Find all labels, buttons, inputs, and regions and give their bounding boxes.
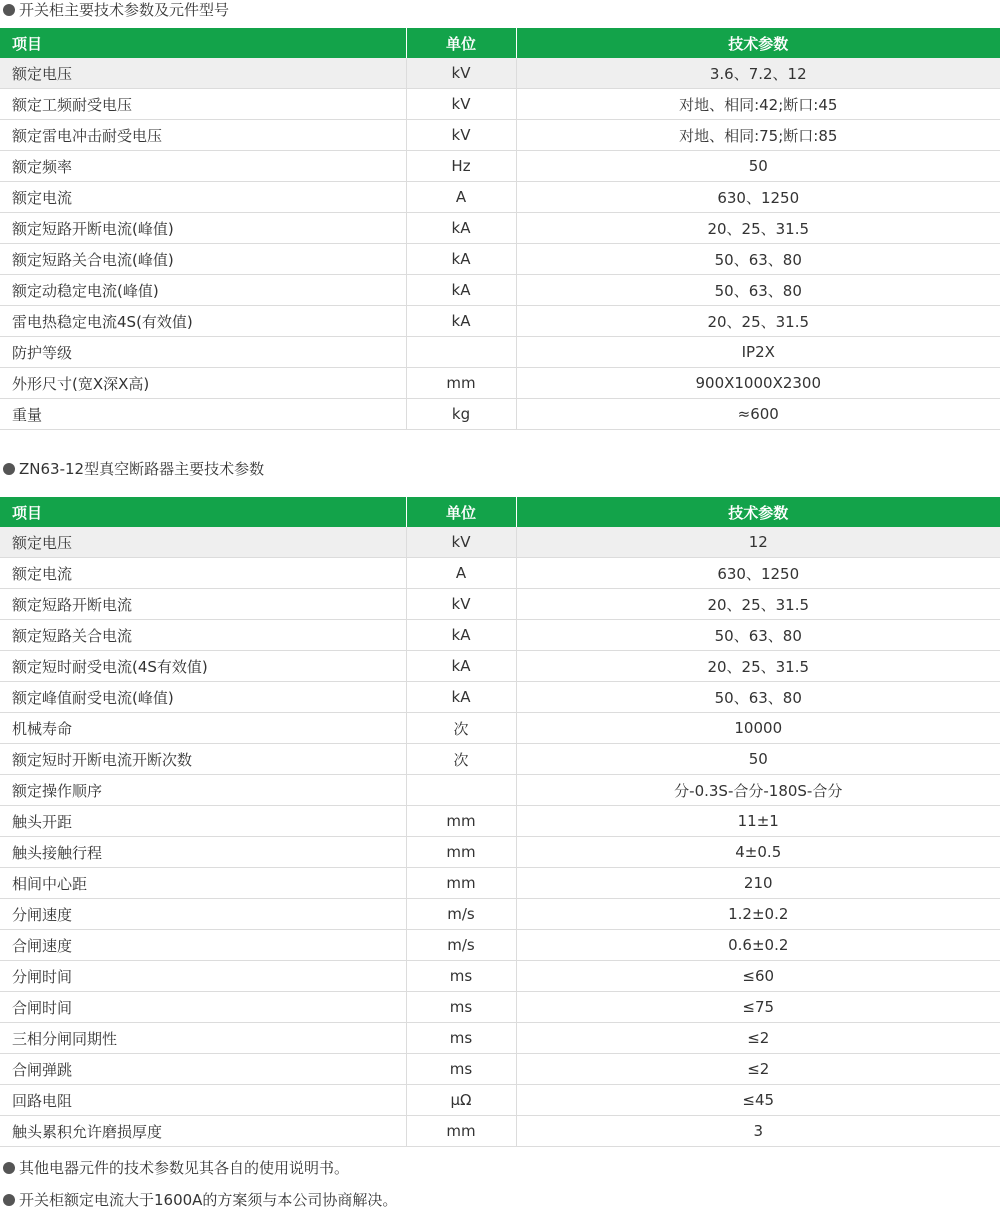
- table-row: [0, 89, 1000, 120]
- cell-value: 4±0.5: [516, 837, 1000, 868]
- cell-unit: kV: [406, 58, 516, 89]
- table-row: [0, 899, 1000, 930]
- cell-value: 50、63、80: [516, 244, 1000, 275]
- cell-unit: m/s: [406, 899, 516, 930]
- cell-value: 10000: [516, 713, 1000, 744]
- section1-title-text: 开关柜主要技术参数及元件型号: [19, 1, 230, 19]
- table-row: [0, 682, 1000, 713]
- table-row: [0, 713, 1000, 744]
- cell-item: 合闸弹跳: [0, 1054, 406, 1085]
- cell-value: 20、25、31.5: [516, 589, 1000, 620]
- cell-item: 额定雷电冲击耐受电压: [0, 120, 406, 151]
- cell-unit: kA: [406, 620, 516, 651]
- table-row: [0, 399, 1000, 430]
- table-row: [0, 306, 1000, 337]
- table-row: [0, 868, 1000, 899]
- cell-value: 11±1: [516, 806, 1000, 837]
- cell-value: 20、25、31.5: [516, 651, 1000, 682]
- cell-item: 三相分闸同期性: [0, 1023, 406, 1054]
- cell-item: 防护等级: [0, 337, 406, 368]
- cell-value: 分-0.3S-合分-180S-合分: [516, 775, 1000, 806]
- cell-unit: kA: [406, 306, 516, 337]
- table-row: [0, 368, 1000, 399]
- cell-item: 重量: [0, 399, 406, 430]
- header-unit: 单位: [406, 28, 516, 58]
- table-row: [0, 744, 1000, 775]
- cell-item: 触头接触行程: [0, 837, 406, 868]
- cell-unit: [406, 337, 516, 368]
- cell-unit: ms: [406, 1023, 516, 1054]
- table-row: [0, 275, 1000, 306]
- cell-item: 触头开距: [0, 806, 406, 837]
- cell-item: 额定短时耐受电流(4S有效值): [0, 651, 406, 682]
- section2-title: [0, 457, 264, 481]
- cell-unit: m/s: [406, 930, 516, 961]
- cell-item: 额定电流: [0, 182, 406, 213]
- table-row: [0, 58, 1000, 89]
- table-header-row: [0, 497, 1000, 527]
- cell-unit: mm: [406, 806, 516, 837]
- cell-value: 12: [516, 527, 1000, 558]
- cell-unit: mm: [406, 837, 516, 868]
- cell-value: 0.6±0.2: [516, 930, 1000, 961]
- cell-item: 雷电热稳定电流4S(有效值): [0, 306, 406, 337]
- cell-unit: kA: [406, 651, 516, 682]
- cell-item: 触头累积允许磨损厚度: [0, 1116, 406, 1147]
- cell-item: 额定动稳定电流(峰值): [0, 275, 406, 306]
- cell-unit: kV: [406, 527, 516, 558]
- cell-unit: ms: [406, 1054, 516, 1085]
- cell-unit: kV: [406, 120, 516, 151]
- table-row: [0, 589, 1000, 620]
- table-row: [0, 151, 1000, 182]
- cell-value: ≤2: [516, 1054, 1000, 1085]
- footnote-2: [0, 1188, 397, 1212]
- cell-value: 50、63、80: [516, 275, 1000, 306]
- header-item: 项目: [0, 28, 406, 58]
- cell-unit: kA: [406, 213, 516, 244]
- cell-unit: 次: [406, 713, 516, 744]
- table-row: [0, 213, 1000, 244]
- header-unit: 单位: [406, 497, 516, 527]
- table-row: [0, 558, 1000, 589]
- table-row: [0, 775, 1000, 806]
- header-value: 技术参数: [516, 28, 1000, 58]
- cell-item: 额定短路关合电流: [0, 620, 406, 651]
- cell-value: 20、25、31.5: [516, 306, 1000, 337]
- bullet-icon: [3, 463, 15, 475]
- cell-value: 50: [516, 744, 1000, 775]
- cell-item: 额定操作顺序: [0, 775, 406, 806]
- cell-item: 额定电流: [0, 558, 406, 589]
- table-row: [0, 1085, 1000, 1116]
- cell-item: 额定短路开断电流: [0, 589, 406, 620]
- cell-item: 相间中心距: [0, 868, 406, 899]
- cell-unit: μΩ: [406, 1085, 516, 1116]
- cell-item: 合闸速度: [0, 930, 406, 961]
- table-row: [0, 837, 1000, 868]
- section2-title-text: ZN63-12型真空断路器主要技术参数: [19, 460, 265, 478]
- table-row: [0, 182, 1000, 213]
- cell-value: ≤60: [516, 961, 1000, 992]
- cell-value: 630、1250: [516, 182, 1000, 213]
- table-row: [0, 961, 1000, 992]
- table-row: [0, 1054, 1000, 1085]
- cell-value: 50: [516, 151, 1000, 182]
- footnote-1: [0, 1156, 349, 1180]
- table-row: [0, 992, 1000, 1023]
- cell-value: ≤45: [516, 1085, 1000, 1116]
- bullet-icon: [3, 1162, 15, 1174]
- cell-item: 额定短路关合电流(峰值): [0, 244, 406, 275]
- header-item: 项目: [0, 497, 406, 527]
- bullet-icon: [3, 4, 15, 16]
- cell-value: 20、25、31.5: [516, 213, 1000, 244]
- cell-item: 分闸速度: [0, 899, 406, 930]
- cell-value: 50、63、80: [516, 682, 1000, 713]
- cell-unit: [406, 775, 516, 806]
- cell-unit: kV: [406, 89, 516, 120]
- cell-unit: mm: [406, 1116, 516, 1147]
- cell-value: 900X1000X2300: [516, 368, 1000, 399]
- cell-value: IP2X: [516, 337, 1000, 368]
- table-header-row: [0, 28, 1000, 58]
- cell-item: 回路电阻: [0, 1085, 406, 1116]
- cell-item: 额定短路开断电流(峰值): [0, 213, 406, 244]
- table-row: [0, 120, 1000, 151]
- cell-item: 额定工频耐受电压: [0, 89, 406, 120]
- header-value: 技术参数: [516, 497, 1000, 527]
- table-row: [0, 527, 1000, 558]
- cell-item: 机械寿命: [0, 713, 406, 744]
- cell-item: 额定电压: [0, 527, 406, 558]
- cell-unit: kV: [406, 589, 516, 620]
- cell-unit: kA: [406, 682, 516, 713]
- cell-unit: mm: [406, 368, 516, 399]
- table-row: [0, 244, 1000, 275]
- footnote-2-text: 开关柜额定电流大于1600A的方案须与本公司协商解决。: [19, 1191, 398, 1209]
- section1-title: [0, 0, 229, 22]
- footnote-1-text: 其他电器元件的技术参数见其各自的使用说明书。: [19, 1159, 350, 1177]
- cell-item: 外形尺寸(宽X深X高): [0, 368, 406, 399]
- cell-unit: kA: [406, 244, 516, 275]
- cell-unit: Hz: [406, 151, 516, 182]
- table-row: [0, 1116, 1000, 1147]
- cell-item: 分闸时间: [0, 961, 406, 992]
- cell-value: 对地、相同:42;断口:45: [516, 89, 1000, 120]
- cell-unit: ms: [406, 961, 516, 992]
- cell-value: 50、63、80: [516, 620, 1000, 651]
- cell-unit: mm: [406, 868, 516, 899]
- table-row: [0, 337, 1000, 368]
- cell-unit: kg: [406, 399, 516, 430]
- cell-value: 1.2±0.2: [516, 899, 1000, 930]
- cell-unit: A: [406, 182, 516, 213]
- cell-unit: ms: [406, 992, 516, 1023]
- cell-value: 3: [516, 1116, 1000, 1147]
- bullet-icon: [3, 1194, 15, 1206]
- table-row: [0, 1023, 1000, 1054]
- cell-item: 额定峰值耐受电流(峰值): [0, 682, 406, 713]
- cell-value: 对地、相同:75;断口:85: [516, 120, 1000, 151]
- cell-unit: A: [406, 558, 516, 589]
- cell-value: ≈600: [516, 399, 1000, 430]
- cell-value: 3.6、7.2、12: [516, 58, 1000, 89]
- cell-item: 额定短时开断电流开断次数: [0, 744, 406, 775]
- cell-item: 合闸时间: [0, 992, 406, 1023]
- cell-item: 额定电压: [0, 58, 406, 89]
- cell-value: ≤75: [516, 992, 1000, 1023]
- cell-value: ≤2: [516, 1023, 1000, 1054]
- table-row: [0, 651, 1000, 682]
- cell-value: 630、1250: [516, 558, 1000, 589]
- switchgear-spec-table: [0, 28, 1000, 430]
- cell-unit: kA: [406, 275, 516, 306]
- cell-unit: 次: [406, 744, 516, 775]
- breaker-spec-table: [0, 497, 1000, 1147]
- cell-value: 210: [516, 868, 1000, 899]
- cell-item: 额定频率: [0, 151, 406, 182]
- table-row: [0, 620, 1000, 651]
- table-row: [0, 930, 1000, 961]
- table-row: [0, 806, 1000, 837]
